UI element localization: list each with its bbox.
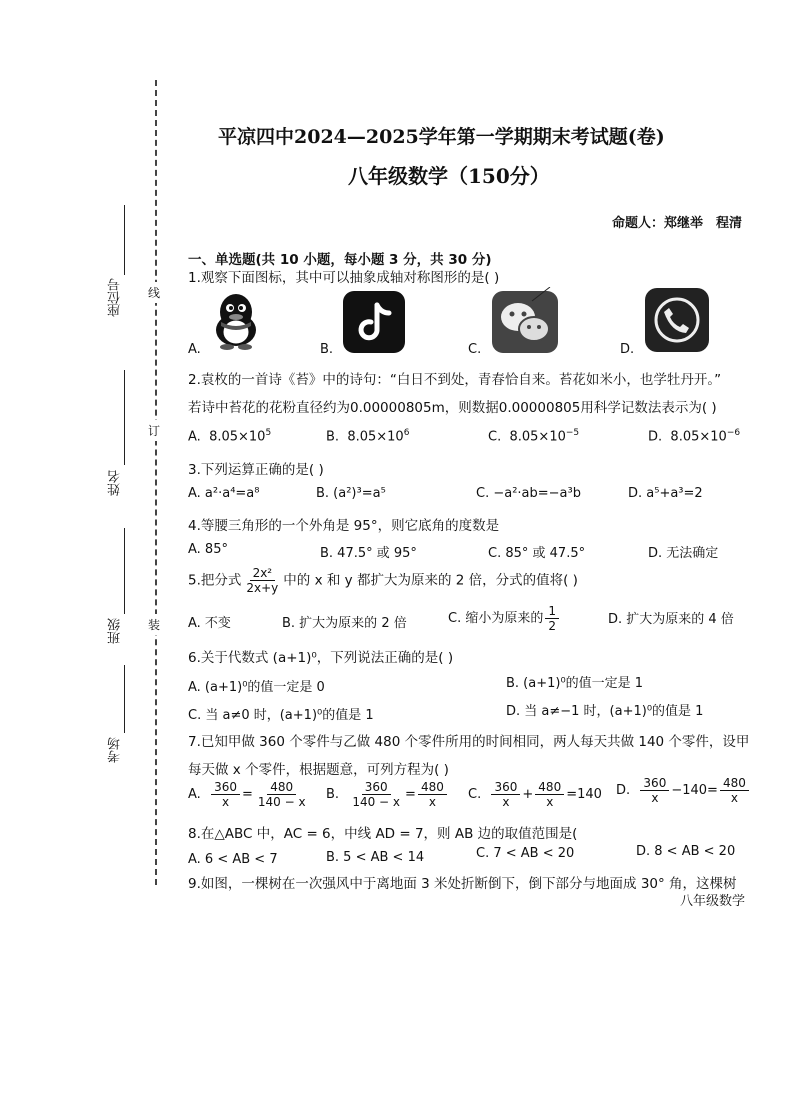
class-label: 班级 [108, 618, 123, 644]
q4-option-d: D. 无法确定 [648, 546, 719, 561]
binding-mark-line: 线 [148, 282, 160, 303]
q7-option-c: C. $\frac{360}{x}$ + $\frac{480}{x}$ =140 [468, 780, 602, 809]
binding-dashed-line [155, 80, 157, 885]
footer-label: 八年级数学 [680, 894, 746, 909]
q7-stem-line1: 7.已知甲做 360 个零件与乙做 480 个零件所用的时间相同，两人每天共做 140 个零件，设甲 [188, 734, 750, 750]
binding-mark-ding: 订 [148, 420, 160, 441]
section-heading: 一、单选题(共 10 小题，每小题 3 分，共 30 分) [188, 252, 492, 268]
q3-option-d: D. a⁵+a³=2 [628, 486, 703, 501]
chat-bubbles-icon [492, 287, 558, 353]
q2-option-d: D. $8.05\times 10^{-6}$ [648, 428, 741, 445]
q2-option-a: A. $8.05\times 10^5$ [188, 428, 272, 445]
q5-stem: 5.把分式 $\frac{\text{2x²}}{2x+y}$ 中的 x 和 y 都扩大为原来的 2 倍，分式的值将( ) [188, 566, 578, 595]
exam-title: 平凉四中2024—2025学年第一学期期末考试题(卷) [218, 126, 665, 148]
q8-stem: 8.在△ABC 中，AC = 6，中线 AD = 7，则 AB 边的取值范围是( [188, 826, 578, 842]
q6-option-b: B. (a+1)⁰的值一定是 1 [506, 676, 644, 691]
q1-label-b: B. [320, 342, 334, 357]
penguin-icon [205, 288, 267, 350]
exam-no-label: 考场 [108, 737, 123, 763]
q3-option-c: C. −a²·ab=−a³b [476, 486, 581, 501]
exam-subtitle: 八年级数学（150分） [348, 164, 550, 188]
name-label: 姓名 [108, 470, 123, 496]
q8-option-b: B. 5 < AB < 14 [326, 850, 425, 865]
seat-label: 座位号 [108, 278, 123, 317]
q5-half-fraction: $\frac{1}{2}$ [545, 604, 559, 633]
name-field-line [124, 370, 125, 465]
q1-label-c: C. [468, 342, 482, 357]
q3-stem: 3.下列运算正确的是( ) [188, 462, 324, 478]
q5-fraction: $\frac{\text{2x²}}{2x+y}$ [246, 566, 279, 595]
q8-option-a: A. 6 < AB < 7 [188, 852, 278, 867]
authors: 命题人：郑继举 程清 [612, 216, 743, 231]
q4-option-c: C. 85° 或 47.5° [488, 546, 586, 561]
q7-option-d: D. $\frac{360}{x}$ −140= $\frac{480}{x}$ [616, 776, 751, 805]
q6-stem: 6.关于代数式 (a+1)⁰，下列说法正确的是( ) [188, 650, 454, 666]
q7-option-a: A. $\frac{360}{x}$ = $\frac{480}{140 - x}$ [188, 780, 306, 809]
q8-option-c: C. 7 < AB < 20 [476, 846, 575, 861]
q5-option-d: D. 扩大为原来的 4 倍 [608, 612, 734, 627]
binding-mark-zhuang: 装 [148, 614, 160, 635]
q6-option-a: A. (a+1)⁰的值一定是 0 [188, 680, 325, 695]
q1-stem: 1.观察下面图标，其中可以抽象成轴对称图形的是( ) [188, 270, 500, 286]
exam-no-field-line [124, 665, 125, 733]
phone-icon [645, 288, 709, 352]
music-note-icon [343, 291, 405, 353]
seat-field-line [124, 205, 125, 275]
q6-option-d: D. 当 a≠−1 时，(a+1)⁰的值是 1 [506, 704, 704, 719]
q7-option-b: B. $\frac{360}{140 - x}$ = $\frac{480}{x}$ [326, 780, 449, 809]
q2-option-c: C. $8.05\times 10^{-5}$ [488, 428, 580, 445]
class-field-line [124, 528, 125, 614]
q9-stem: 9.如图，一棵树在一次强风中于离地面 3 米处折断倒下，倒下部分与地面成 30° 角，这棵树 [188, 876, 737, 892]
q4-option-a: A. 85° [188, 542, 228, 557]
q4-option-b: B. 47.5° 或 95° [320, 546, 417, 561]
q5-option-b: B. 扩大为原来的 2 倍 [282, 616, 407, 631]
q2-stem-line2: 若诗中苔花的花粉直径约为0.00000805m，则数据0.00000805用科学记数法表示为( ) [188, 400, 717, 416]
q2-option-b: B. $8.05\times 10^6$ [326, 428, 410, 445]
q6-option-c: C. 当 a≠0 时，(a+1)⁰的值是 1 [188, 708, 374, 723]
title-mark: (卷) [627, 126, 665, 148]
q7-stem-line2: 每天做 x 个零件，根据题意，可列方程为( ) [188, 762, 449, 778]
q3-option-b: B. (a²)³=a⁵ [316, 486, 386, 501]
q3-option-a: A. a²·a⁴=a⁸ [188, 486, 260, 501]
q4-stem: 4.等腰三角形的一个外角是 95°，则它底角的度数是 [188, 518, 500, 534]
q5-option-a: A. 不变 [188, 616, 231, 631]
q1-label-a: A. [188, 342, 201, 357]
q5-option-c: C. 缩小为原来的 $\frac{1}{2}$ [448, 604, 561, 633]
q1-label-d: D. [620, 342, 635, 357]
q8-option-d: D. 8 < AB < 20 [636, 844, 736, 859]
q2-stem-line1: 2.袁枚的一首诗《苔》中的诗句：“白日不到处，青春恰自来。苔花如米小，也学牡丹开。” [188, 372, 722, 388]
